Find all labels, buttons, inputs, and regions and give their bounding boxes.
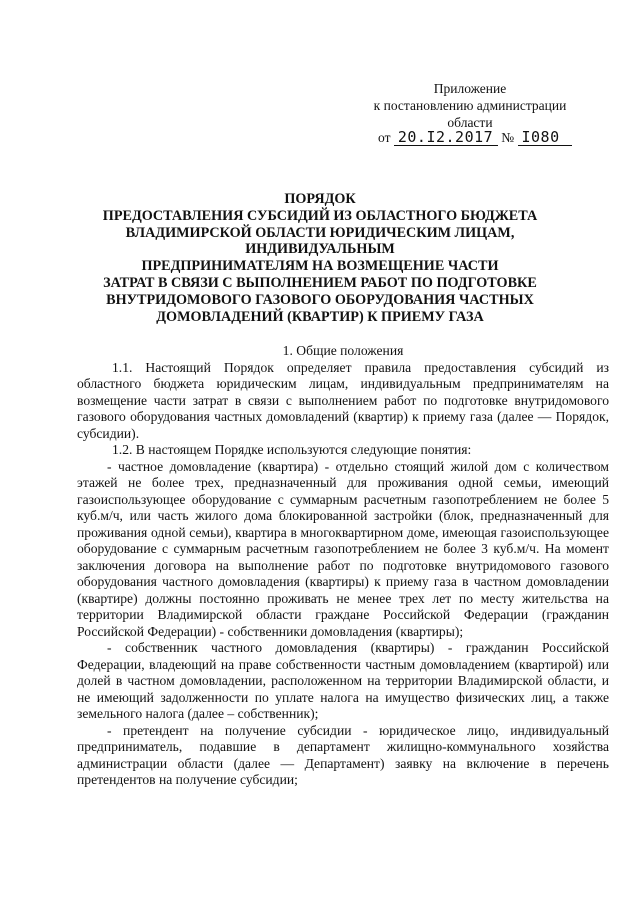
title-line: ЗАТРАТ В СВЯЗИ С ВЫПОЛНЕНИЕМ РАБОТ ПО ПОДГОТОВКЕ [103, 274, 537, 291]
paragraph-1-1: 1.1. Настоящий Порядок определяет правила предоставления субсидий из областного бюджета юридическим лицам, индивидуальным предпринимателям на возмещение части затрат в связи с выполнением работ по подготовке внутридомового газового оборудования частных домовладений (квартир) к приему газа (далее — Порядок, субсидии). [77, 359, 609, 441]
document-body [77, 343, 609, 789]
document-title [95, 191, 545, 325]
definition-applicant: - претендент на получение субсидии - юридическое лицо, индивидуальный предприниматель, подавшие в департамент жилищно-коммунального хозяйства администрации области (далее — Департамент) заявку на включение в перечень претендентов на получение субсидии; [77, 722, 609, 787]
appendix-authority: области [447, 115, 493, 130]
number-prefix: № [501, 130, 515, 145]
paragraph-1-2: 1.2. В настоящем Порядке используются следующие понятия: [112, 442, 472, 457]
resolution-date-number [378, 130, 572, 146]
title-line: ПРЕДПРИНИМАТЕЛЯМ НА ВОЗМЕЩЕНИЕ ЧАСТИ [141, 258, 499, 275]
appendix-resolution-ref: к постановлению администрации [373, 98, 567, 113]
title-line: ПРЕДОСТАВЛЕНИЯ СУБСИДИЙ ИЗ ОБЛАСТНОГО БЮДЖЕТА [102, 207, 538, 224]
resolution-date: 20.I2.2017 [397, 128, 494, 146]
appendix-label: Приложение [433, 81, 507, 96]
date-prefix: от [378, 130, 391, 145]
definition-owner: - собственник частного домовладения (квартиры) - гражданин Российской Федерации, владеющий на праве собственности частным домовладением (квартирой) или долей в частном домовладении, расположенном на территории Владимирской области, и не имеющий задолженности по уплате налога на имущество физических лиц, а также земельного налога (далее – собственник); [77, 640, 609, 721]
title-line: ВНУТРИДОМОВОГО ГАЗОВОГО ОБОРУДОВАНИЯ ЧАСТНЫХ [106, 291, 534, 308]
title-line: ПОРЯДОК [284, 191, 356, 207]
section-heading: 1. Общие положения [282, 343, 404, 358]
definition-private-household: - частное домовладение (квартира) - отдельно стоящий жилой дом с количеством этажей не более трех, предназначенный для проживания одной семьи, имеющий газоиспользующее оборудование с суммарным расчетным газопотреблением не более 5 куб.м/ч, или часть жилого дома блокированной застройки (блок, предназначенный для проживания одной семьи), квартира в многоквартирном доме, имеющая газоиспользующее оборудование с суммарным расчетным газопотреблением не более 3 куб.м/ч. На момент заключения договора на выполнение работ по подготовке внутридомового газового оборудования частного домовладения (квартиры) к приему газа в частном домовладении (квартире) должны постоянно проживать не менее трех лет по месту жительства на территории Владимирской области граждане Российской Федерации (гражданин Российской Федерации) - собственники домовладения (квартиры); [77, 458, 609, 639]
title-line: ДОМОВЛАДЕНИЙ (КВАРТИР) К ПРИЕМУ ГАЗА [156, 308, 484, 325]
title-line: ИНДИВИДУАЛЬНЫМ [245, 241, 395, 258]
title-line: ВЛАДИМИРСКОЙ ОБЛАСТИ ЮРИДИЧЕСКИМ ЛИЦАМ, [125, 224, 515, 241]
resolution-number: I080 [521, 128, 560, 146]
appendix-header [350, 80, 590, 131]
